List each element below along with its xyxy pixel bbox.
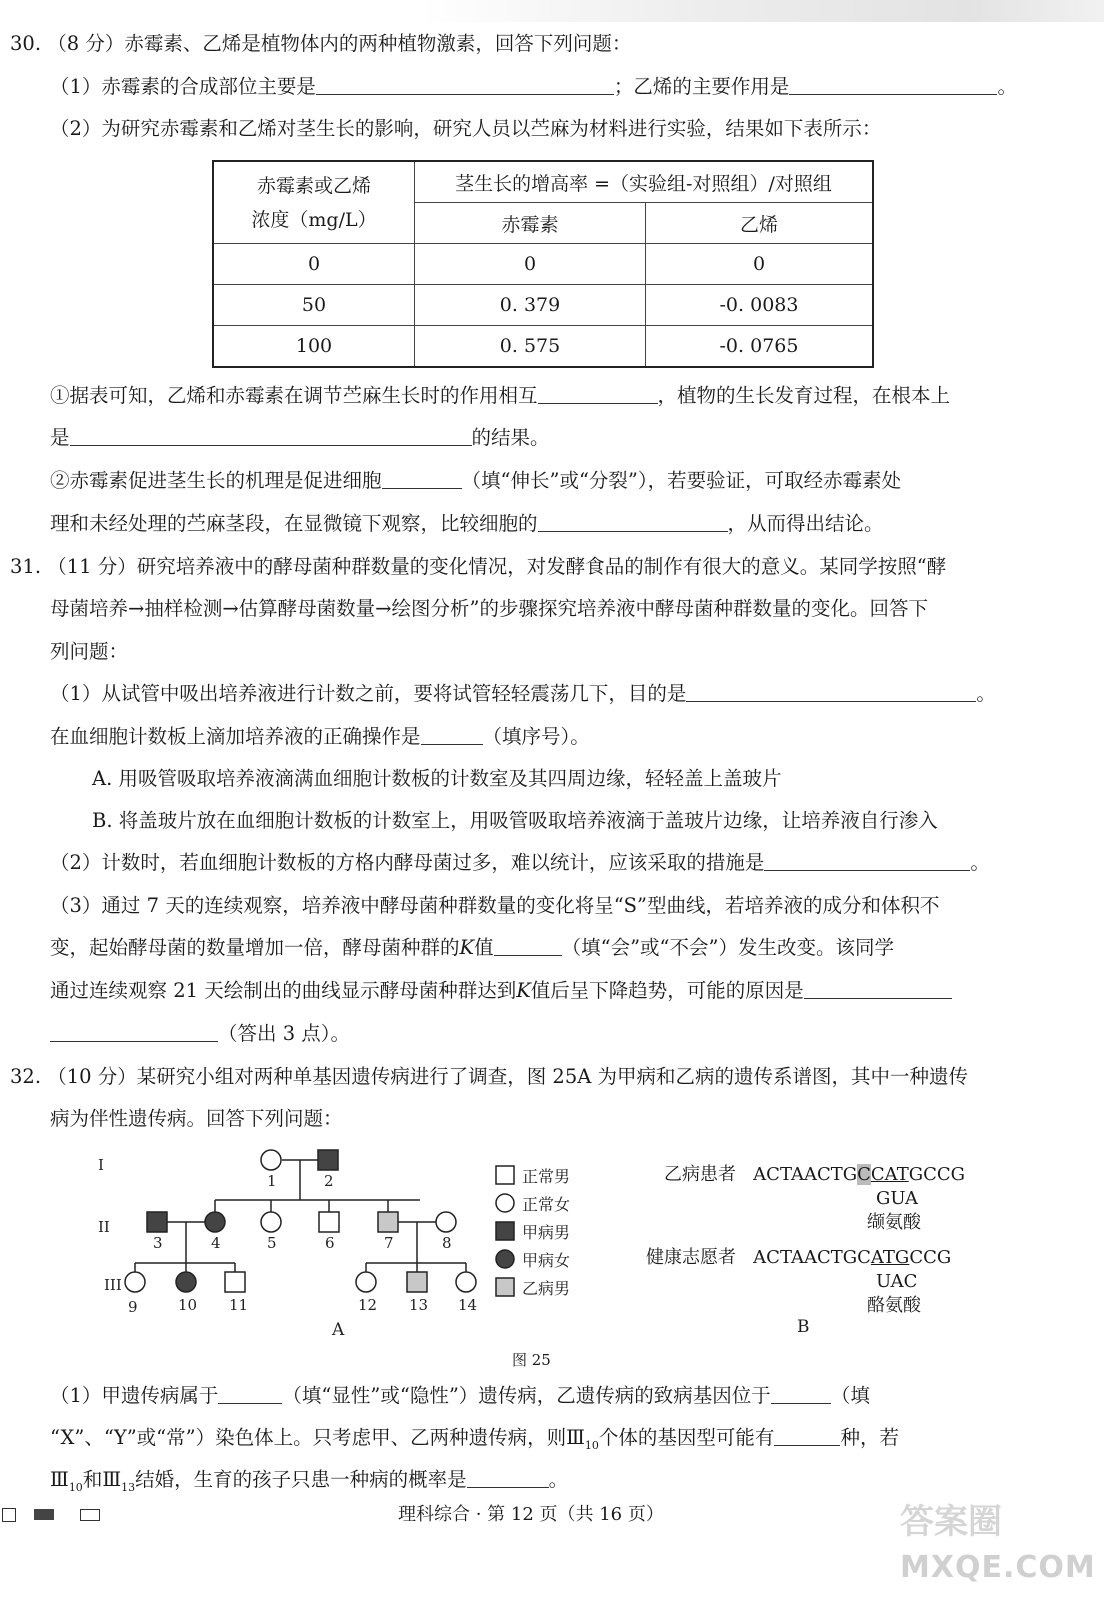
seq-part: GCCG [908,1164,966,1185]
option-a: A. 用吸管吸取培养液滴满血细胞计数板的计数室及其四周边缘，轻轻盖上盖玻片 [92,767,782,790]
cell-gib: 0. 379 [415,285,646,326]
text: （1）甲遗传病属于 [50,1384,219,1407]
text: （答出 3 点）。 [218,1022,351,1045]
text: ①据表可知，乙烯和赤霉素在调节苎麻生长时的作用相互 [50,384,538,407]
q31-part1-line1 [50,680,996,708]
cell-eth: 0 [646,244,874,285]
text: （10 分）某研究小组对两种单基因遗传病进行了调查，图 25A 为甲病和乙病的遗传系谱图，其中一种遗传 [47,1065,969,1088]
volunteer-label: 健康志愿者 [646,1247,736,1268]
individual-13 [407,1272,427,1292]
q32-part1-line1 [50,1382,870,1410]
q31-part3-line2 [50,934,894,962]
pedigree-legend [496,1166,570,1298]
q32-part1-line3 [50,1466,568,1502]
cell-eth: -0. 0765 [646,326,874,368]
answer-blank[interactable] [218,1383,282,1404]
answer-blank[interactable] [789,74,997,95]
header-growth-rate: 茎生长的增高率 =（实验组-对照组）/对照组 [415,161,874,203]
legend-label: 甲病男 [522,1223,571,1242]
subscript: 10 [68,1480,83,1494]
header-conc-line2: 浓度（mg/L） [251,208,377,231]
q31-part1-line2 [50,723,590,751]
text: 值 [474,936,494,959]
text: 种，若 [840,1426,899,1449]
k-symbol: K [459,936,475,959]
header-concentration [213,161,415,244]
header-ethylene: 乙烯 [646,203,874,244]
figure-b-label: B [797,1317,810,1337]
id-label: 10 [178,1296,198,1314]
individual-1 [261,1150,281,1170]
answer-blank[interactable] [538,511,728,532]
legend-jia-male-icon [496,1222,514,1240]
legend-normal-male-icon [496,1166,514,1184]
id-label: 2 [324,1172,334,1190]
q30-part1 [50,73,1017,101]
watermark-site: MXQE.COM [900,1550,1096,1585]
id-label: 6 [325,1234,335,1252]
q30-sub1-line1 [50,382,950,410]
individual-5 [261,1212,281,1232]
legend-label: 正常女 [522,1195,571,1214]
legend-yi-male-icon [496,1278,514,1296]
individual-2 [318,1150,338,1170]
growth-rate-table [212,160,874,368]
individual-8 [436,1212,456,1232]
punct: 。 [548,1468,569,1491]
header-gibberellin: 赤霉素 [415,203,646,244]
id-label: 5 [267,1234,277,1252]
text: Ⅲ [50,1468,69,1491]
subscript: 13 [121,1480,136,1494]
table-row [213,285,873,326]
id-label: 9 [128,1298,138,1316]
punct: 。 [970,851,990,874]
q31-stem-line2: 母菌培养→抽样检测→估算酵母菌数量→绘图分析”的步骤探究培养液中酵母菌种群数量的变化。回答下 [50,597,928,620]
q31-part2 [50,849,990,877]
patient-label: 乙病患者 [664,1164,736,1185]
answer-blank[interactable] [686,681,976,702]
text: ，从而得出结论。 [727,512,884,535]
q30-sub2-line1 [50,467,901,495]
answer-blank[interactable] [421,724,483,745]
individual-4 [205,1212,225,1232]
text: 值后呈下降趋势，可能的原因是 [530,979,804,1002]
answer-blank[interactable] [316,74,614,95]
figure-a-label: A [332,1320,345,1340]
q30-stem-text: （8 分）赤霉素、乙烯是植物体内的两种植物激素，回答下列问题： [47,32,632,55]
answer-blank[interactable] [70,425,472,446]
pedigree-chart [90,1140,610,1350]
individual-12 [356,1272,376,1292]
q31-number: 31. [10,555,42,578]
individual-10 [176,1272,196,1292]
footer-rect-icon [80,1509,100,1521]
footer-square-icon [2,1508,16,1522]
cell-gib: 0 [415,244,646,285]
legend-jia-female-icon [496,1250,514,1268]
page-footer: 理科综合 · 第 12 页（共 16 页） [398,1504,664,1525]
id-label: 4 [211,1234,221,1252]
punct: 。 [997,75,1017,98]
q31-stem [10,553,946,581]
text: “X”、“Y”或“常”）染色体上。只考虑甲、乙两种遗传病，则Ⅲ [50,1426,585,1449]
text: （11 分）研究培养液中的酵母菌种群数量的变化情况，对发酵食品的制作有很大的意义。某同学按照“酵 [47,555,947,578]
individual-7 [378,1212,398,1232]
legend-normal-female-icon [496,1194,514,1212]
q32-part1-line2 [50,1424,899,1460]
answer-blank[interactable] [382,468,462,489]
answer-blank[interactable] [774,1425,840,1446]
text: 个体的基因型可能有 [598,1426,775,1449]
k-symbol: K [516,979,531,1002]
q32-stem-line2: 病为伴性遗传病。回答下列问题： [50,1107,343,1130]
cell-conc: 50 [213,285,415,326]
text: （1）从试管中吸出培养液进行计数之前，要将试管轻轻震荡几下，目的是 [50,682,687,705]
id-label: 3 [153,1234,163,1252]
individual-6 [319,1212,339,1232]
cell-conc: 100 [213,326,415,368]
volunteer-sequence [646,1243,951,1269]
id-label: 1 [267,1172,277,1190]
text: （2）计数时，若血细胞计数板的方格内酵母菌过多，难以统计，应该采取的措施是 [50,851,765,874]
answer-blank[interactable] [538,383,658,404]
scan-smudge [420,0,1104,22]
q31-part3-line3 [50,977,952,1005]
text: ，植物的生长发育过程，在根本上 [657,384,951,407]
generation-label: I [98,1156,104,1174]
q32-number: 32. [10,1065,42,1088]
mutated-base: C [857,1164,871,1185]
q30-p1-text-b: ；乙烯的主要作用是 [613,75,790,98]
id-label: 14 [458,1296,478,1314]
legend-label: 甲病女 [522,1251,571,1270]
text: ②赤霉素促进茎生长的机理是促进细胞 [50,469,382,492]
cell-conc: 0 [213,244,415,285]
answer-blank[interactable] [804,978,952,999]
anticodon-2: UAC [876,1271,918,1292]
id-label: 12 [358,1296,378,1314]
codon: ATG [870,1247,910,1268]
anticodon-1: GUA [876,1188,918,1209]
generation-label: II [98,1218,110,1236]
id-label: 8 [442,1234,452,1252]
table-row [213,326,873,368]
legend-label: 正常男 [522,1167,571,1186]
q30-part2: （2）为研究赤霉素和乙烯对茎生长的影响，研究人员以苎麻为材料进行实验，结果如下表所示： [50,117,882,140]
watermark-logo: 答案圈 [900,1502,1002,1542]
figure-caption: 图 25 [512,1351,551,1369]
cell-eth: -0. 0083 [646,285,874,326]
individual-9 [125,1272,145,1292]
individual-3 [147,1212,167,1232]
text: 理和未经处理的苎麻茎段，在显微镜下观察，比较细胞的 [50,512,538,535]
individual-14 [456,1272,476,1292]
codon: CAT [870,1164,909,1185]
pedigree-lines [135,1160,466,1272]
patient-sequence [664,1160,965,1186]
option-b: B. 将盖玻片放在血细胞计数板的计数室上，用吸管吸取培养液滴于盖玻片边缘，让培养液自行渗入 [92,809,938,832]
legend-label: 乙病男 [522,1279,571,1298]
amino-acid-2: 酪氨酸 [867,1295,921,1316]
text: 在血细胞计数板上滴加培养液的正确操作是 [50,725,421,748]
id-label: 7 [384,1234,394,1252]
seq-part: CCG [909,1247,952,1268]
amino-acid-1: 缬氨酸 [867,1212,921,1233]
text: 通过连续观察 21 天绘制出的曲线显示酵母菌种群达到 [50,979,517,1002]
text: 的结果。 [471,426,550,449]
q30-sub1-line2 [50,424,550,452]
table-row [213,244,873,285]
text: 是 [50,426,70,449]
id-label: 13 [409,1296,429,1314]
punct: 。 [976,682,996,705]
cell-gib: 0. 575 [415,326,646,368]
q30-stem [10,30,631,58]
q31-part3-line4 [50,1020,350,1048]
answer-blank[interactable] [764,850,970,871]
text: （填序号）。 [482,725,590,748]
text: （填“伸长”或“分裂”），若要验证，可取经赤霉素处 [461,469,902,492]
text: （填 [830,1384,870,1407]
footer-bar-icon [34,1509,54,1520]
answer-blank[interactable] [467,1467,549,1488]
text: 变，起始酵母菌的数量增加一倍，酵母菌种群的 [50,936,460,959]
q31-part3-line1: （3）通过 7 天的连续观察，培养液中酵母菌种群数量的变化将呈“S”型曲线，若培养液的成分和体积不 [50,894,940,917]
subscript: 10 [584,1438,599,1452]
header-conc-line1: 赤霉素或乙烯 [256,174,371,197]
q30-number: 30. [10,32,42,55]
individual-11 [225,1272,245,1292]
seq-part: ACTAACTGC [753,1247,871,1268]
text: （填“显性”或“隐性”）遗传病，乙遗传病的致病基因位于 [282,1384,771,1407]
seq-part: ACTAACTG [753,1164,858,1185]
answer-blank[interactable] [771,1383,831,1404]
q30-p1-text-a: （1）赤霉素的合成部位主要是 [50,75,316,98]
text: 和Ⅲ [82,1468,122,1491]
q31-stem-line3: 列问题： [50,640,129,663]
answer-blank[interactable] [50,1021,218,1042]
answer-blank[interactable] [494,935,562,956]
id-label: 11 [229,1296,249,1314]
text: （填“会”或“不会”）发生改变。该同学 [561,936,894,959]
text: 结婚，生育的孩子只患一种病的概率是 [135,1468,467,1491]
generation-label: III [104,1276,122,1294]
q32-stem [10,1063,968,1091]
q30-sub2-line2 [50,510,884,538]
